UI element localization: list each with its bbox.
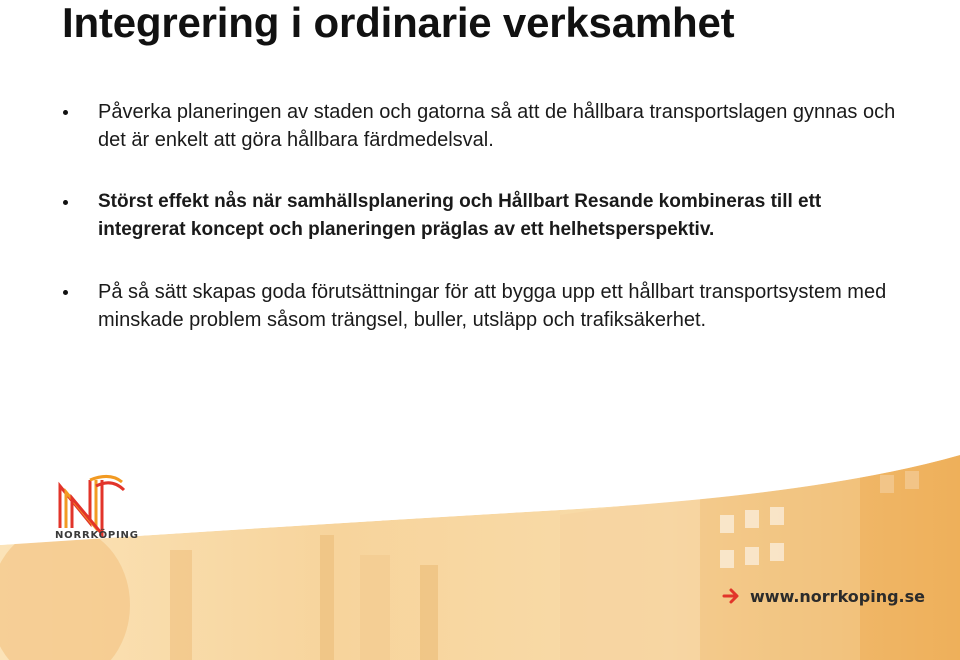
bullet-dot [63, 110, 68, 115]
street-photo-graphic [0, 455, 960, 660]
bullet-text: Påverka planeringen av staden och gatorna så att de hållbara transportslagen gynnas och det är enkelt att göra hållbara färdmedelsval. [98, 101, 896, 151]
bullet-item-1 [0, 98, 908, 154]
slide-title: Integrering i ordinarie verksamhet [62, 0, 735, 46]
bullet-text: Störst effekt nås när samhällsplanering och Hållbart Resande kombineras till ett integrerat koncept och planeringen präglas av ett helhetsperspektiv. [98, 191, 822, 240]
bullet-list [0, 98, 960, 368]
bullet-dot [63, 200, 68, 205]
footer-photo-band [0, 455, 960, 660]
logo-wordmark: NORRKÖPING [55, 530, 139, 541]
bullet-dot [63, 290, 68, 295]
bullet-text: På så sätt skapas goda förutsättningar för att bygga upp ett hållbart transportsystem med minskade problem såsom trängsel, buller, utsläpp och trafiksäkerhet. [98, 281, 887, 331]
website-link[interactable] [722, 584, 925, 608]
bullet-item-2 [0, 188, 898, 244]
arrow-right-icon [722, 587, 742, 605]
website-url[interactable]: www.norrkoping.se [750, 586, 925, 606]
bullet-item-3 [0, 278, 908, 334]
